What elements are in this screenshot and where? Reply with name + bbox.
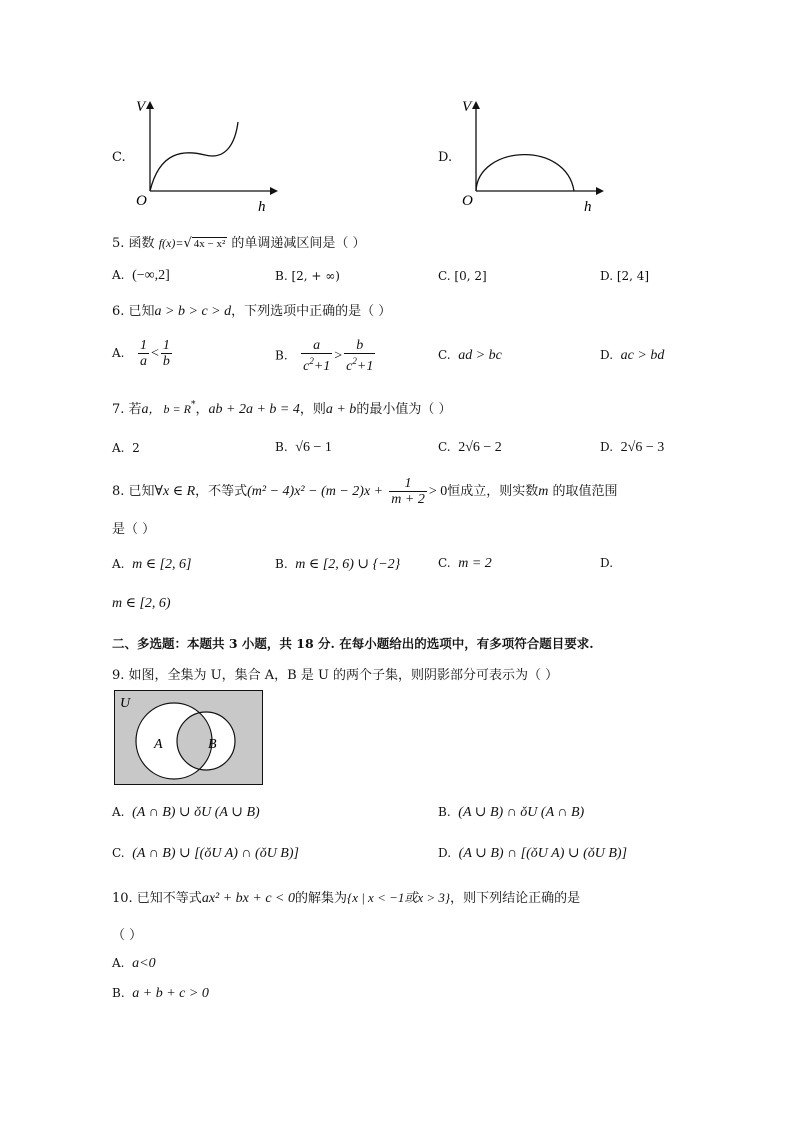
graph-c [130, 95, 280, 215]
q6-condition: a > b > c > d [154, 304, 232, 319]
q8-option-d-label[interactable]: D. [600, 556, 614, 570]
q7-option-b[interactable]: B. √6 − 1 [275, 440, 332, 455]
graph-d-h-arrow [596, 187, 604, 195]
q6-option-d[interactable]: D. ac > bd [600, 348, 665, 363]
graph-d-label: D. [438, 150, 453, 165]
q5-option-b[interactable]: B. [2, + ∞) [275, 269, 340, 283]
q10-option-a[interactable]: A. a<0 [112, 956, 156, 971]
q8-option-c[interactable]: C. m = 2 [438, 556, 492, 571]
venn-label-b: B [208, 737, 217, 752]
q9-option-c[interactable]: C. (A ∩ B) ∪ [(ǒU A) ∩ (ǒU B)] [112, 846, 299, 861]
q5-func: f(x)= [158, 236, 184, 250]
q9-option-b[interactable]: B. (A ∪ B) ∩ ǒU (A ∩ B) [438, 805, 585, 820]
graph-c-v-label: V [136, 99, 146, 115]
graph-d-v-label: V [462, 99, 472, 115]
q8-option-b[interactable]: B. m ∈ [2, 6) ∪ {−2} [275, 557, 401, 572]
q9-stem: 9. 如图，全集为 U，集合 A，B 是 U 的两个子集，则阴影部分可表示为（ ） [112, 668, 559, 683]
q5-text2: 的单调递减区间是（ ） [231, 236, 366, 251]
graph-d-h-label: h [584, 199, 592, 215]
q10-answer-paren: （ ） [112, 928, 143, 943]
q7-option-d[interactable]: D. 2√6 − 3 [600, 440, 665, 455]
q7-option-a[interactable]: A. 2 [112, 441, 140, 455]
venn-label-a: A [154, 737, 163, 752]
q6-stem: 6. 已知a > b > c > d，下列选项中正确的是（ ） [112, 304, 392, 319]
graph-c-v-arrow [146, 101, 154, 109]
graph-d [456, 95, 606, 215]
q9-venn-diagram [114, 690, 264, 786]
graph-d-v-arrow [472, 101, 480, 109]
q10-stem: 10. 已知不等式ax² + bx + c < 0的解集为{x | x < −1或x > 3}，则下列结论正确的是 [112, 890, 581, 906]
q5-text: 5. 函数 [112, 236, 155, 251]
graph-c-curve [150, 122, 238, 191]
graph-d-origin: O [462, 193, 473, 209]
q8-stem-line2: 是（ ） [112, 522, 156, 537]
graph-c-origin: O [136, 193, 147, 209]
q9-option-a[interactable]: A. (A ∩ B) ∪ ǒU (A ∪ B) [112, 805, 260, 820]
graph-c-h-label: h [258, 199, 266, 215]
q5-option-c[interactable]: C. [0, 2] [438, 269, 487, 283]
q5-radicand: 4x − x² [193, 238, 226, 250]
q8-option-d-value[interactable]: m ∈ [2, 6) [112, 596, 171, 611]
q7-stem: 7. 若a， b = R*，ab + 2a + b = 4，则a + b的最小值为（ ） [112, 400, 452, 417]
venn-label-u: U [120, 696, 131, 711]
q6-option-a[interactable]: A. $\frac{1}{a}$ < $\frac{1}{b}$ [112, 338, 170, 369]
section-heading-multi-choice: 二、多选题：本题共 3 小题，共 18 分. 在每小题给出的选项中，有多项符合题目要求. [112, 636, 594, 651]
q7-option-c[interactable]: C. 2√6 − 2 [438, 440, 502, 455]
graph-c-h-arrow [270, 187, 278, 195]
q8-inequality: (m² − 4)x² − (m − 2)x + [247, 484, 384, 499]
q9-option-d[interactable]: D. (A ∪ B) ∩ [(ǒU A) ∪ (ǒU B)] [438, 846, 628, 861]
q6-option-b[interactable]: B. $\frac{a}{c^2+1}$ > $\frac{b}{c^2+1}$ [275, 338, 374, 374]
q8-stem-line1: 8. 已知∀x ∈ R，不等式(m² − 4)x² − (m − 2)x + $\frac{1}{m + 2}$ > 0恒成立，则实数m 的取值范围 [112, 476, 618, 507]
q5-option-a[interactable]: A. (−∞,2] [112, 268, 170, 283]
q5-stem: 5. 函数 f(x)=√ 4x − x² 的单调递减区间是（ ） [112, 236, 366, 251]
graph-d-curve [476, 155, 574, 191]
q10-option-b[interactable]: B. a + b + c > 0 [112, 986, 209, 1001]
q8-option-a[interactable]: A. m ∈ [2, 6] [112, 557, 192, 572]
q6-option-c[interactable]: C. ad > bc [438, 348, 502, 363]
q5-option-d[interactable]: D. [2, 4] [600, 269, 650, 283]
graph-c-label: C. [112, 150, 126, 165]
